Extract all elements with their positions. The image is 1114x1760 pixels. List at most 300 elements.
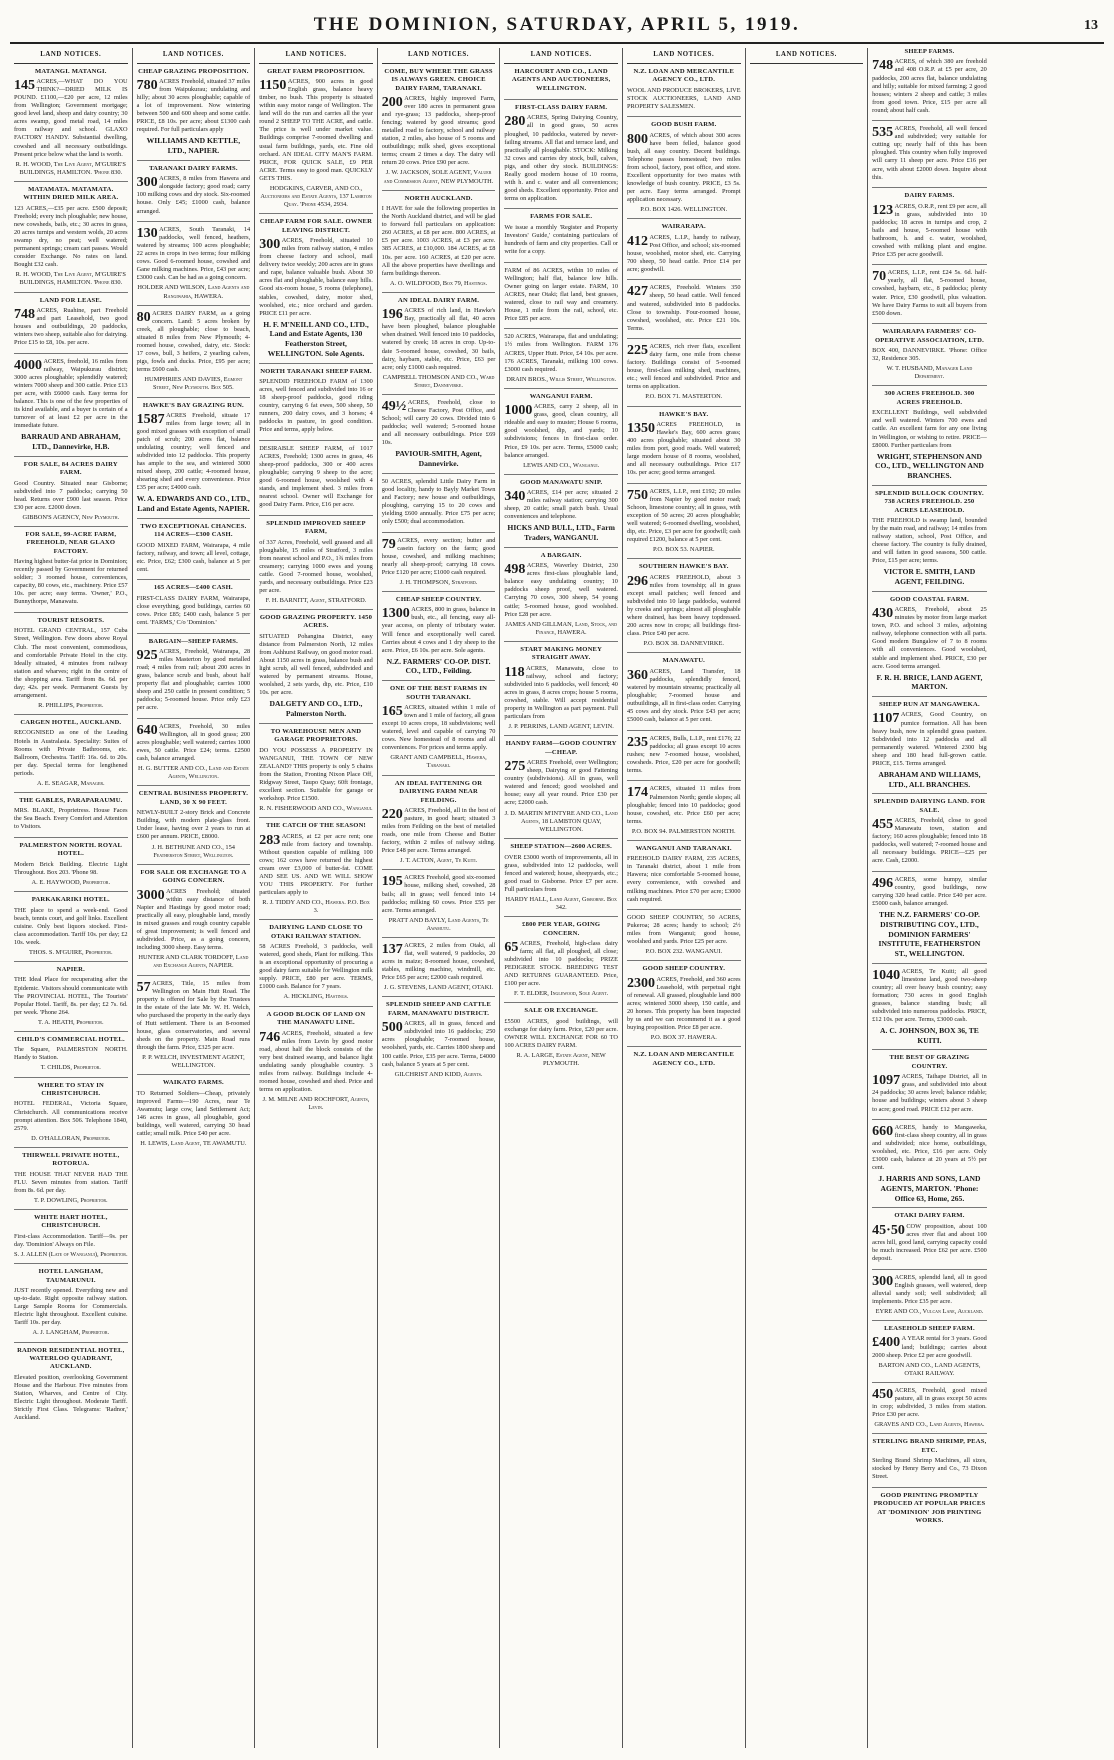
ad-body-text: GOOD SHEEP COUNTRY, 50 ACRES, Pukeroa; 28 acres; handy to school; 2½ miles from Wanganui; good house, woolshed and yards. Price £25 per acre.	[626, 914, 741, 946]
ad-body	[14, 1287, 128, 1327]
ad-body	[382, 205, 496, 277]
ad-body	[382, 704, 496, 752]
ad-lead-number: 498	[504, 562, 526, 578]
ad-lead-number: 165	[381, 703, 403, 719]
advertisement	[14, 1268, 128, 1342]
ad-signature: WILLIAMS AND KETTLE, LTD., NAPIER.	[146, 136, 241, 156]
ad-lead-number: 275	[504, 759, 526, 775]
ad-heading: HOTEL LANGHAM, TAUMARUNUI.	[38, 1268, 103, 1284]
ad-body-text: MRS. BLAKE, Proprietress. House Faces the Sea Beach. Every Comfort and Attention to Visitors.	[14, 807, 128, 831]
ad-signature: A. C. JOHNSON, BOX 36, TE KUITI.	[880, 1026, 979, 1045]
advertisement	[627, 284, 741, 339]
ad-body-text: OVER £3000 worth of improvements, all in grass, subdivided into 12 paddocks, well fenced and watered; house, sheepyards, etc.; good road to Gisborne. Price £7 per acre. Full particulars from	[504, 853, 618, 893]
ad-signature: HARDY HALL, Land Agent, Gisborne. Box 342.	[505, 895, 617, 911]
advertisement	[504, 479, 618, 548]
ad-body-text: ACRES, freehold, 16 miles from railway, Waipukurau district; 3000 acres ploughable; splendidly watered; winters 7000 sheep and 300 cattle. Price £13 per acre, with £6000 cash. Easy terms for balance. This is one of the few properties of its kind available, and a buyer is certain of a turnover of at least £2 per acre in the immediate future.	[14, 357, 128, 430]
ad-body	[14, 1171, 128, 1195]
advertisement	[382, 195, 496, 293]
ad-lead-number: 79	[381, 536, 396, 552]
masthead-title: THE DOMINION, SATURDAY, APRIL 5, 1919.	[313, 13, 801, 35]
advertisement	[382, 399, 496, 474]
ad-heading: DAIRY FARMS.	[904, 192, 955, 200]
advertisement	[504, 1007, 618, 1072]
advertisement	[382, 942, 496, 997]
ad-signature: H. LEWIS, Land Agent, TE AWAMUTU.	[140, 1140, 247, 1148]
ad-signature: J. P. PERRINS, LAND AGENT, LEVIN.	[508, 723, 614, 731]
ad-body-text: ACRES, Good Country, on pumice formation. All has been heavy bush, now in splendid grass pasture. Subdivided into 12 paddocks and all permanently watered. Wintered 2300 big sheep and 180 head full-grown cattle. PRICE, £15. Terms arranged.	[872, 711, 987, 767]
ad-body	[872, 817, 987, 865]
ad-body	[382, 478, 496, 526]
advertisement	[504, 333, 618, 388]
ad-lead-number: 500	[381, 1020, 403, 1036]
advertisement	[504, 921, 618, 1003]
ad-lead-number: 196	[381, 307, 403, 323]
ad-body-text: of 337 Acres, Freehold, well grassed and all ploughable, 15 miles of Stratford, 3 miles from nearest school and P.O., 1¾ miles from creamery; carrying 1000 ewes and young cattle. Good 7-roomed house, woolshed, yards, and necessary outbuildings. Price £23 per acre.	[259, 538, 373, 594]
ad-body-text: A YEAR rental for 3 years. Good land; buildings; carries about 2000 sheep. Price £2 per acre goodwill.	[872, 1335, 987, 1359]
ad-heading: MATANGI. MATANGI.	[35, 67, 107, 75]
ad-lead-number: 65	[504, 940, 519, 956]
ad-heading: HAWKE'S BAY GRAZING RUN.	[142, 401, 244, 409]
ad-body	[137, 809, 251, 841]
ad-signature: J. M. MILNE AND ROCHFORT, Agents, Levin.	[262, 1095, 370, 1112]
ad-signature: R. A. LARGE, Estate Agent, NEW PLYMOUTH.	[516, 1052, 606, 1068]
ad-body-text: ACRES, L.I.P., rent £192; 20 miles from Napier by good motor road; Schoon, limestone country; all in grass, with exception of 50 acres; 20 acres ploughable; well watered; 6-roomed dwelling, woolshed, dip, etc. Price, £3 per acre for goodwill; cash required £1200, balance at 5 per cent.	[626, 487, 741, 544]
ad-lead-number: £400	[872, 1335, 901, 1351]
advertisement	[259, 728, 373, 818]
ad-heading: GOOD GRAZING PROPERTY. 1450 ACRES.	[259, 614, 373, 630]
ad-body-text: ACRES, Freehold, situated 10 miles from railway station, 4 miles from cheese factory and school, mail delivery twice weekly; 200 acres are in grass and rape, balance valuable bush. About 30 acres flat and ploughable, balance easy hills. Good six-room house, 5 rooms (telephone), stables, cowshed, dairy, motor shed, woolshed, etc.; nice orchard and garden. PRICE £11 per acre.	[259, 237, 373, 317]
ad-signature: HOLDER AND WILSON, Land Agents and Rangiwahia, HAWERA.	[137, 284, 250, 300]
advertisement	[382, 780, 496, 871]
ad-body	[627, 343, 741, 391]
ad-body	[14, 807, 128, 831]
ad-body	[872, 1223, 987, 1263]
advertisement	[872, 390, 987, 485]
advertisement	[872, 701, 987, 794]
ad-body	[137, 888, 251, 952]
advertisement	[504, 740, 618, 839]
advertisement	[872, 1124, 987, 1208]
ad-body	[504, 759, 618, 807]
ad-body	[259, 1030, 373, 1094]
ad-signature: THOS. S. M'GUIRE, Proprietor.	[29, 948, 113, 956]
ad-body-text: ACRES, splendid land, all in good English grasses, well watered, deep alluvial sandy soil; well subdivided; all implements. Price £35 per acre.	[872, 1273, 987, 1305]
ad-body-text: ACRES, Freehold, close to good Manawatu town, station and factory; 160 acres ploughable; fenced into 18 paddocks, well watered; 7-roomed house and all necessary buildings. PRICE—£25 per acre. Cash, £2000.	[872, 817, 987, 865]
column-8	[868, 48, 991, 1748]
advertisement	[627, 965, 741, 1047]
ad-heading: SALE OR EXCHANGE.	[524, 1007, 598, 1015]
ad-signature: GRAVES AND CO., Land Agents, Hawera.	[874, 1421, 985, 1429]
column-5	[500, 48, 623, 1748]
ad-heading: NAPIER.	[56, 966, 85, 974]
ad-body	[872, 1457, 987, 1481]
advertisement	[382, 297, 496, 395]
column-1	[10, 48, 133, 1748]
ad-heading: A GOOD BLOCK OF LAND ON THE MANAWATU LINE.	[266, 1010, 366, 1027]
ad-body	[382, 307, 496, 371]
ad-heading: TWO EXCEPTIONAL CHANCES. 114 ACRES—£300 CASH.	[140, 522, 247, 539]
ad-signature: J. T. ACTON, Agent, Te Kuiti.	[400, 857, 478, 865]
advertisement	[382, 685, 496, 776]
ad-body-text: HOTEL FEDERAL, Victoria Square, Christchurch. All communications receive prompt attention. Box 506. Telephone 1840, 2579.	[14, 1100, 128, 1132]
ad-body	[504, 114, 618, 203]
advertisement	[137, 869, 251, 976]
ad-body-text: TO Returned Soldiers—Cheap, privately improved Farms—190 Acres, near Te Awamutu; large cow, land Settlement Act; 146 acres in grass, all ploughable, good buildings, well watered, carrying 30 head cattle; small milk. Price £40 per acre.	[136, 1089, 251, 1137]
advertisement	[14, 1347, 128, 1428]
ad-body-text: 58 ACRES Freehold, 3 paddocks, well watered, good sheds, Plant for milking. This is an exceptional opportunity of procuring a good dairy farm suitable for Wellington milk supply. PRICE, £80 per acre. TERMS, £1000 cash. Balance for 7 years.	[259, 943, 373, 991]
ad-body	[259, 539, 373, 595]
ad-body-text: SPLENDID FREEHOLD FARM of 1300 acres, well fenced and subdivided into 16 or 18 sheep-proof paddocks, good riding country, carrying 6 fat ewes, 500 sheep, 50 runners, 200 dairy cows, and 3 horses; 4 paddocks in pasture, in good condition. Price and terms, apply below.	[259, 377, 373, 434]
ad-body	[14, 907, 128, 947]
ad-body-text: ACRES Freehold; situated within easy distance of both Napier and Hastings by good motor road; practically all easy, ploughable land, mostly in mixed grasses and rough country capable of great improvement; is well fenced and subdivided. Price, as a going concern, including 3000 sheep. Easy terms.	[136, 887, 251, 952]
ad-body-text: Having highest butter-fat price in Dominion; recently passed by Government for returned soldier; 3 roomed house, conveniences, capacity, 80 cows, etc., machinery. Price £57 10s. per acre; easy terms. 'Owner,' P.O., Bunnythorpe, Manawatu.	[14, 558, 128, 606]
ad-body	[14, 78, 128, 158]
ad-signature: J. G. STEVENS, LAND AGENT, OTAKI.	[384, 984, 494, 992]
advertisement	[504, 552, 618, 642]
advertisement	[627, 1051, 741, 1074]
ad-signature: R. N. FISHERWOOD AND CO., Wanganui.	[259, 804, 373, 812]
ad-body-text: RECOGNISED as one of the Leading Hotels in Australasia. Speciality: Suites of Rooms with Private Bathrooms, etc. Ballroom, Orchestra. Tariff: 16s. 6d. to 20s. per day. Special terms for lengthened periods.	[14, 729, 128, 777]
column-4	[378, 48, 501, 1748]
ad-body	[137, 723, 251, 763]
ad-signature: PAVIOUR-SMITH, Agent, Dannevirke.	[395, 449, 482, 469]
ad-signature: JAMES AND GILLMAN, Land, Stock, and Finance, HAWERA.	[505, 620, 617, 636]
ad-body	[382, 95, 496, 167]
advertisement	[750, 68, 864, 72]
advertisement	[14, 842, 128, 892]
column-header: LAND NOTICES.	[14, 48, 128, 64]
ad-body-text: 50 ACRES, splendid Little Dairy Farm in good locality, handy to Bayly Market Town and Factory; new house and outbuildings, ploughing, carrying 15 to 20 cows and yielding £600 annually. Price £75 per acre; only £500; dual accommodation.	[381, 477, 496, 525]
advertisement	[137, 638, 251, 719]
ad-body	[137, 595, 251, 627]
advertisement	[137, 723, 251, 787]
ad-lead-number: 145	[14, 78, 35, 94]
ad-signature: HICKS AND BULL, LTD., Farm Traders, WANGANUI.	[507, 523, 615, 543]
ad-body	[872, 347, 987, 363]
ad-heading: NORTH TARANAKI SHEEP FARM.	[260, 367, 372, 375]
ad-heading: CHEAP FARM FOR SALE. OWNER LEAVING DISTRICT.	[259, 218, 373, 234]
advertisement	[259, 822, 373, 920]
ad-signature: DALGETY AND CO., LTD., Palmerston North.	[269, 699, 363, 719]
advertisement	[504, 68, 618, 100]
ad-body	[504, 854, 618, 894]
advertisement	[872, 328, 987, 386]
ad-body-text: JUST recently opened. Everything new and up-to-date. Right opposite railway station. Large Sample Rooms for Commercials. Electric light throughout. Excellent cuisine. Tariff 10s. per day.	[14, 1287, 128, 1327]
ad-signature: WRIGHT, STEPHENSON AND CO., LTD., WELLINGTON AND BRANCHES.	[874, 451, 984, 481]
ad-signature: A. O. WILDFOOD, Box 79, Hastings.	[390, 279, 488, 287]
ad-signature: J. W. JACKSON, SOLE AGENT, Valuer and Commission Agent, NEW PLYMOUTH.	[383, 169, 494, 185]
ad-body	[137, 175, 251, 215]
ad-body-text: ACRES FREEHOLD, about 3 miles from township; all in grass except small patches; well fenced and subdivided into 10 large paddocks, watered by creeks and springs; almost all ploughable where drained, has been heavy topdressed. 200 acres now in crops; all buildings first-class. Price £40 per acre.	[626, 573, 741, 638]
ad-heading: 165 ACRES—£400 CASH.	[153, 584, 233, 592]
ad-body-text: ACRES, Title, 15 miles from Wellington on Main Hutt Road. The property is offered for Sale by the Trustees in the estate of the late Mr. W. H. Welch, who purchased the property in the early days of Hutt settlement. There is an 8-roomed house, glass conservatories, and several sheds on the property. Main Road runs through the farm. Price, £325 per acre.	[136, 979, 251, 1051]
ad-heading: SHEEP STATION—2600 ACRES.	[510, 843, 612, 851]
ad-lead-number: 80	[136, 309, 151, 325]
masthead	[10, 8, 1104, 44]
advertisement	[137, 523, 251, 581]
ad-heading: FOR SALE OR EXCHANGE TO A GOING CONCERN.	[140, 868, 247, 885]
ad-body-text: THE FREEHOLD is swamp land, bounded by the main road, and railway; 14 miles from railway station, school, Post Office, and cheese factory. The country is fully drained, and will fatten in good seasons, 500 cattle. Price, £15 per acre; terms.	[872, 517, 987, 565]
ad-signature: P.O. BOX 71. MASTERTON.	[645, 393, 723, 401]
ad-body	[627, 785, 741, 825]
ad-body	[14, 1374, 128, 1422]
ad-body	[872, 876, 987, 908]
ad-body	[137, 226, 251, 282]
ad-signature: VICTOR E. SMITH, LAND AGENT, FEILDING.	[883, 567, 976, 587]
ad-body	[627, 234, 741, 274]
ad-heading: THE GABLES, PARAPARAUMU.	[19, 796, 123, 804]
ad-body-text: ACRES, South Taranaki, 14 paddocks, well fenced, heathers, watered by streams; 100 acres ploughable; 22 acres in crops in two terms; four milking cows. Good 6-roomed house, cowshed and Gane milking machines. Price, £43 per acre; £3000 cash. Can be had as a going concern.	[136, 226, 251, 282]
columns-container	[10, 48, 1104, 1748]
ad-body-text: ACRES, situated within 1 mile of town and 1 mile of factory, all grass except 10 acres crops, 18 subdivisions; well watered, level and capable of carrying 70 cows. New homestead of 8 rooms and all conveniences. For prices and terms apply.	[381, 703, 496, 752]
advertisement	[137, 68, 251, 161]
ad-signature: A. HICKLING, Hastings.	[283, 993, 349, 1001]
advertisement	[872, 1492, 987, 1532]
advertisement	[627, 845, 741, 910]
ad-signature: HUMPHRIES AND DAVIES, Egmont Street, New Plymouth. Box 505.	[144, 376, 243, 392]
advertisement	[872, 1438, 987, 1488]
advertisement	[872, 876, 987, 964]
ad-lead-number: 280	[504, 114, 526, 130]
ad-heading: GOOD SHEEP COUNTRY.	[642, 965, 726, 973]
ad-body-text: ACRES, highly improved Farm, over 180 acres in permanent grass and rye-grass; 13 paddocks, sheep-proof fencing; watered by good streams; good metalled road to factory, school and railway station, 2 miles, also house of 5 rooms and outbuildings; milk shed, gives exceptional terms; cream 2 times a day. The dairy will return 20 cows. Price £90 per acre.	[381, 95, 496, 167]
ad-body-text: ACRES, Waverley District, 230 acres first-class ploughable land, balance easy undulating country; 10 paddocks sheep proof, well watered. Carrying 70 cows, 300 sheep, 54 young cattle; 5-roomed house, good woolshed. Price £28 per acre.	[504, 562, 618, 618]
ad-body	[872, 125, 987, 181]
ad-signature: W. T. HUSBAND, Manager Land Department.	[886, 365, 973, 381]
advertisement	[627, 914, 741, 961]
ad-signature: CAMPBELL THOMSON AND CO., Ward Street, Dannevirke.	[382, 373, 495, 389]
ad-heading: FOR SALE, 84 ACRES DAIRY FARM.	[23, 460, 118, 477]
ad-heading: SPLENDID IMPROVED SHEEP FARM,	[266, 519, 366, 536]
advertisement	[627, 563, 741, 653]
ad-heading: N.Z. LOAN AND MERCANTILE AGENCY CO., LTD.	[633, 67, 735, 84]
ad-body	[872, 711, 987, 767]
ad-heading: THE CATCH OF THE SEASON!	[266, 822, 366, 830]
ad-lead-number: 220	[381, 806, 403, 822]
ad-body	[14, 358, 128, 430]
ad-heading: CENTRAL BUSINESS PROPERTY. LAND, 30 X 90 FEET.	[138, 790, 249, 806]
ad-body-text: ACRES, Bulls, L.I.P., rent £176; 22 paddocks; all grass except 10 acres rushes; new 7-roomed house, woolshed, cowsheds. Price, £20 per acre for goodwill; terms.	[626, 734, 741, 774]
ad-body	[627, 132, 741, 204]
ad-body-text: DESIRABLE SHEEP FARM, of 1017 ACRES, Freehold; 1300 acres in grass, 46 sheep-proof paddocks, 300 or 400 acres ploughable; carrying 9 sheep to the acre; good 6-roomed house, woolshed with 4 stands, and implement shed. 3 miles from nearest school. Owner will Exchange for good Dairy Farm. Price, £16 per acre.	[259, 444, 373, 509]
advertisement	[259, 520, 373, 610]
advertisement	[137, 790, 251, 864]
ad-lead-number: 3000	[136, 887, 165, 903]
ad-body	[137, 412, 251, 492]
ad-signature: T. P. DOWLING, Proprietor.	[33, 1196, 108, 1204]
advertisement	[382, 537, 496, 592]
ad-body	[259, 378, 373, 434]
ad-body-text: We issue a monthly 'Register and Property Investors' Guide,' containing particulars of hundreds of farm and city properties. Call or write for a copy.	[504, 223, 618, 256]
ad-heading: CHEAP GRAZING PROPOSITION.	[138, 67, 249, 75]
ad-heading: WHITE HART HOTEL, CHRISTCHURCH.	[34, 1214, 108, 1230]
ad-body	[382, 874, 496, 914]
column-6	[623, 48, 746, 1748]
ad-lead-number: 70	[872, 269, 887, 285]
ad-heading: FARMS FOR SALE.	[530, 213, 593, 221]
ad-lead-number: 535	[872, 125, 894, 141]
advertisement	[872, 1274, 987, 1321]
ad-body-text: THE HOUSE THAT NEVER HAD THE FLU. Seven minutes from station. Tariff from 8s. 6d. per day.	[14, 1170, 128, 1194]
column-header: LAND NOTICES.	[504, 48, 618, 64]
ad-signature: HUNTER AND CLARK TORDOFF, Land and Exchange Agents, NAPIER.	[138, 954, 249, 970]
advertisement	[14, 297, 128, 354]
ad-heading: AN IDEAL FATTENING OR DAIRYING FARM NEAR FEILDING.	[394, 779, 483, 804]
column-header: LAND NOTICES.	[750, 48, 864, 64]
ad-body	[14, 627, 128, 699]
advertisement	[14, 358, 128, 457]
ad-body-text: THE Ideal Place for recuperating after the Epidemic. Visitors should communicate with The PROVINCIAL HOTEL, The Tourists' Popular Hotel. Tariff, 8s. per day; £2 7s. 6d. per week. 'Phone 264.	[14, 976, 128, 1016]
ad-body-text: ACRES, Freehold, close to Cheese Factory, Post Office, and School; will carry 20 cows. Divided into 6 paddocks; well watered; 5-roomed house and all necessary outbuildings. Price £69 10s.	[381, 399, 496, 447]
ad-heading: £800 PER YEAR, GOING CONCERN.	[522, 921, 601, 937]
ad-body-text: THE place to spend a week-end. Good beach, tennis court, and golf links. Excellent cuisine. Only best liquors stocked. First-class accommodation. Tariff 10s. per day; £2 10s. week.	[14, 906, 128, 946]
ad-lead-number: 660	[872, 1124, 894, 1140]
ad-signature: BARRAUD AND ABRAHAM, LTD., Dannevirke, H.B.	[21, 432, 121, 451]
ad-signature: R. H. WOOD, The Live Agent, M'GUIRE'S BUILDINGS, HAMILTON. 'Phone 830.	[15, 160, 126, 176]
ad-body-text: ACRES, Manawatu, close to railway, school and factory; subdivided into 6 paddocks, well fenced; 40 acres in grass, 8 acres crops; house 5 rooms, cowshed, stable. Will accept residential property in Wellington as part payment. Full particulars from	[504, 664, 618, 721]
ad-heading: COME, BUY WHERE THE GRASS IS ALWAYS GREEN. CHOICE DAIRY FARM, TARANAKI.	[384, 67, 493, 92]
ad-signature: ABRAHAM AND WILLIAMS, LTD., ALL BRANCHES.	[878, 769, 981, 789]
column-2	[133, 48, 256, 1748]
advertisement	[382, 478, 496, 533]
advertisement	[14, 896, 128, 962]
ad-heading: TO WAREHOUSE MEN AND GARAGE PROPRIETORS.	[270, 727, 362, 744]
ad-body	[382, 942, 496, 982]
ad-body-text: DO YOU POSSESS A PROPERTY IN WANGANUI, THE TOWN OF NEW ZEALAND? THIS property is only 5 chains from the Station, Fronting Nixon Place Off, Ridgway Street, Taupo Quay; 60ft frontage, excellent section. Suitable for garage or workshop. Price £1500.	[259, 746, 373, 802]
ad-body-text: ACRES, Freehold, situated a few miles from Levin by good motor road, about half the block consists of the very best drained swamp, and balance light undulating sandy ploughable country. 3 miles from railway. Buildings include 4-roomed house, cowshed and shed. Price and terms on application.	[259, 1029, 373, 1093]
ad-lead-number: 1150	[259, 78, 287, 94]
ad-heading: PARKAKARIKI HOTEL.	[31, 896, 110, 904]
ad-lead-number: 1107	[872, 711, 900, 727]
advertisement	[872, 125, 987, 188]
ad-lead-number: 427	[626, 284, 648, 300]
ad-signature: T. A. HEATH, Proprietor.	[38, 1018, 104, 1026]
advertisement	[14, 1082, 128, 1148]
ad-heading: GOOD PRINTING PROMPTLY PRODUCED AT POPULAR PRICES AT 'DOMINION' JOB PRINTING WORKS.	[873, 1491, 986, 1525]
ad-signature: F. R. H. BRICE, LAND AGENT, MARTON.	[876, 672, 983, 692]
ad-body	[627, 421, 741, 477]
ad-signature: P.O. BOX 232. WANGANUI.	[645, 948, 723, 956]
advertisement	[627, 657, 741, 730]
ad-body-text: ACRES, O.R.P., rent £9 per acre, all in grass, subdivided into 10 paddocks; 18 acres in turnips and crop, 2 bails and house, 5-roomed house with bathroom, h. and c. water, woolshed, cowshed with milking plant and engine. Price £35 per acre goodwill.	[872, 202, 987, 258]
ad-body-text: Elevated position, overlooking Government House and the Harbour. Five minutes from Station, Wharves, and Centre of City. Electric Light throughout. Moderate Tariff. Strictly First Class. Telegrams: 'Radnor,' Auckland.	[14, 1373, 128, 1422]
ad-lead-number: 283	[259, 832, 281, 848]
ad-signature: F. T. ELDER, Inglewood, Sole Agent.	[513, 990, 609, 998]
ad-signature: P. P. WELCH, INVESTMENT AGENT, WELLINGTON.	[142, 1053, 245, 1070]
ad-body-text: ACRES, Land Transfer, 18 paddocks, splendidly fenced, watered by mountain streams; practically all ploughable; 7-roomed house and outbuildings, all in first-class order. Carrying 45 cows and dry stock. Price £43 per acre; £5000 cash, balance at 5 per cent.	[626, 667, 741, 724]
ad-body	[14, 1100, 128, 1132]
ad-heading: THE BEST OF GRAZING COUNTRY.	[889, 1054, 970, 1070]
ad-body-text: ACRES, L.I.P., handy to railway, Post Office, and school; six-roomed house, woolshed, motor shed, etc. Carrying 700 sheep, 50 head cattle. Price £14 per acre; goodwill.	[626, 233, 741, 273]
ad-body-text: FARM of 86 ACRES, within 10 miles of Wellington; half flat, balance low hills. Owner going on larger estate. FARM, 10 ACRES, near Otaki; flat land, best grasses, watered, close to rail way and creamery. House, 1 mile from the rail, school, etc. Price £85 per acre.	[504, 266, 618, 322]
ad-heading: TARANAKI DAIRY FARMS.	[149, 164, 238, 172]
column-header: LAND NOTICES.	[382, 48, 496, 64]
ad-heading: SHEEP FARMS.	[904, 48, 955, 55]
ad-lead-number: 1040	[872, 967, 901, 983]
advertisement	[627, 223, 741, 280]
advertisement	[14, 1036, 128, 1078]
ad-body-text: SITUATED Pohangina District, easy distance from Palmerston North, 12 miles from Ashhurst Railway, on good motor road. About 1150 acres in grass, balance bush and light scrub, all well fenced, subdivided and watered by permanent streams. House, woolshed, 2 sets yards, dip, etc. Price, £10 10s. per acre.	[259, 632, 373, 697]
ad-body	[14, 729, 128, 777]
advertisement	[627, 411, 741, 484]
ad-body	[627, 914, 741, 946]
ad-signature: R. J. TIDDY AND CO., Hawera. P.O. Box 3.	[262, 898, 370, 915]
ad-lead-number: 1300	[381, 606, 410, 622]
ad-signature: W. A. EDWARDS AND CO., LTD., Land and Estate Agents, NAPIER.	[136, 494, 250, 514]
ad-lead-number: 195	[381, 874, 403, 890]
advertisement	[137, 165, 251, 222]
ad-heading: GOOD MANAWATU SNIP.	[519, 478, 603, 486]
advertisement	[14, 797, 128, 838]
ad-heading: WAIRARAPA.	[661, 223, 706, 231]
ad-body-text: FIRST-CLASS DAIRY FARM, Wairarapa, close everything, good buildings, carries 60 cows. Price £85; £400 cash, balance 5 per cent. 'FARMS,' C/o 'Dominion.'	[136, 594, 251, 626]
advertisement	[627, 68, 741, 118]
ad-lead-number: 1587	[136, 411, 165, 427]
ad-lead-number: 174	[626, 785, 648, 801]
ad-signature: P.O. BOX 37. HAWERA.	[650, 1034, 717, 1042]
ad-body-text: Good Country. Situated near Gisborne; subdivided into 7 paddocks; carrying 50 head. Returns over £900 last season. Price £30 per acre. £2000 down.	[14, 479, 128, 511]
advertisement	[137, 226, 251, 306]
ad-body	[14, 976, 128, 1016]
ad-body	[872, 1073, 987, 1113]
advertisement	[259, 924, 373, 1006]
ad-lead-number: 1000	[504, 403, 533, 419]
ad-body	[382, 606, 496, 654]
ad-body-text: ACRES, 800 in grass, balance in bush, etc., all fencing, easy all-year access, on plenty of tributary water. Will fence and exceptionally well cared. Carries about 4 cows and 1 dry sheep to the acre. Price, £6 10s. per acre. Sole agents.	[381, 606, 496, 654]
advertisement	[137, 1079, 251, 1152]
ad-heading: N.Z. LOAN AND MERCANTILE AGENCY CO., LTD.	[633, 1051, 735, 1067]
ad-signature: S. J. ALLEN (Late of Wanganui), Proprietor.	[14, 1251, 128, 1259]
ad-signature: GIBBON'S AGENCY, New Plymouth.	[22, 513, 120, 521]
ad-body	[872, 1274, 987, 1306]
ad-signature: D. O'HALLORAN, Proprietor.	[31, 1134, 111, 1142]
ad-heading: FIRST-CLASS DAIRY FARM.	[515, 104, 608, 111]
ad-body	[627, 668, 741, 724]
ad-lead-number: 748	[872, 58, 894, 74]
ad-lead-number: 450	[872, 1386, 894, 1402]
advertisement	[504, 646, 618, 736]
advertisement	[259, 368, 373, 441]
ad-body-text: I HAVE for sale the following properties in the North Auckland district, and will be glad to forward full particulars on application: 260 ACRES, at £8 per acre. 800 ACRES, at £5 per acre. 1003 ACRES, at £3 per acre. 385 ACRES, at £10,000. 184 ACRES, at £8 10s. per acre. 160 ACRES, at £20 per acre. All the above properties have dwellings and farm buildings thereon.	[381, 205, 496, 277]
ad-heading: BARGAIN—SHEEP FARMS.	[148, 637, 239, 645]
ad-heading: WANGANUI AND TARANAKI.	[635, 844, 732, 852]
ad-body	[382, 807, 496, 855]
ad-body	[137, 648, 251, 712]
ad-body-text: ACRES, of which 380 are freehold and 408 O.R.P. at £5 per acre, 20 paddocks, 200 acres flat, balance undulating and hilly; suitable for mixed farming; 2 good houses; winters 2 sheep and cattle; 3 miles from good town. Price, £15 per acre all round; about half cash.	[872, 58, 987, 114]
ad-signature: A. E. HAYWOOD, Proprietor.	[31, 878, 111, 886]
ad-heading: WHERE TO STAY IN CHRISTCHURCH.	[37, 1081, 104, 1098]
advertisement	[504, 267, 618, 330]
ad-body	[137, 1090, 251, 1138]
ad-body	[14, 205, 128, 269]
ad-signature: F. H. BARNITT, Agent, STRATFORD.	[265, 596, 367, 604]
ad-signature: LEWIS AND CO., Wanganui.	[523, 461, 600, 469]
ad-lead-number: 130	[136, 226, 158, 242]
ad-body-text: ACRES, handy to Mangaweka, first-class sheep country, all in grass and subdivided; nice home, outbuildings, woolshed, etc. Price, £16 per acre. Only £3000 cash, balance at 20 years at 5½ per cent.	[872, 1124, 987, 1172]
ad-body-text: ACRES, situated 11 miles from Palmerston North; gentle slopes; all ploughable; fenced into 10 paddocks; good house, cowshed, etc. Price £60 per acre; terms.	[626, 785, 741, 825]
advertisement	[14, 1214, 128, 1264]
ad-signature: BARTON AND CO., LAND AGENTS, OTAKI RAILWAY.	[878, 1361, 981, 1377]
advertisement	[627, 121, 741, 219]
ad-heading: SPLENDID DAIRYING LAND. FOR SALE.	[873, 798, 986, 814]
ad-body-text: ACRES, 900 acres in good English grass, balance heavy timber, no bush. This property is situated within easy motor range of Wellington. The land will do the run and carries all the year round 2 SHEEP TO THE ACRE, and cattle. The price is well under market value. Buildings comprise 7-roomed dwelling and usual farm buildings, yards, etc. Fine old orchard. AN IDEAL CITY MAN'S FARM. PRICE, FOR QUICK SALE, £9 PER ACRE. Terms easy to good man. QUICKLY GETS THIS.	[259, 78, 373, 182]
advertisement	[504, 843, 618, 917]
ad-heading: WAIKATO FARMS.	[162, 1079, 224, 1087]
ad-heading: ONE OF THE BEST FARMS IN SOUTH TARANAKI.	[390, 685, 488, 701]
ad-body-text: ACRES, Te Kuiti; all good limestone land, good two-sheep country; all over heavy bush country; easy formation; 730 acres in good English grasses, balance standing bush; all subdivided into numerous paddocks. PRICE, £12 10s. per acre. Terms, £3000 cash.	[872, 967, 987, 1023]
ad-body-text: ACRES,—WHAT DO YOU THINK?—DRIED MILK IS POUND. £1100,—£20 per acre, 12 miles from Wellington; Government mortgage; good level land, sheep and dairy country; 30 acres swamp, good metal road, 14 miles from railway and school. GLAXO FACTORY HANDY. Substantial dwelling, cowshed and all necessary outbuildings. Present price below what the land is worth.	[14, 78, 128, 158]
ad-body-text: ACRES, Ruahine, part Freehold and part Leasehold, two good houses and outbuildings, 20 paddocks, winters two sheep, suitable also for dairying. Price £15 to £8, 10s. per acre.	[14, 307, 128, 347]
